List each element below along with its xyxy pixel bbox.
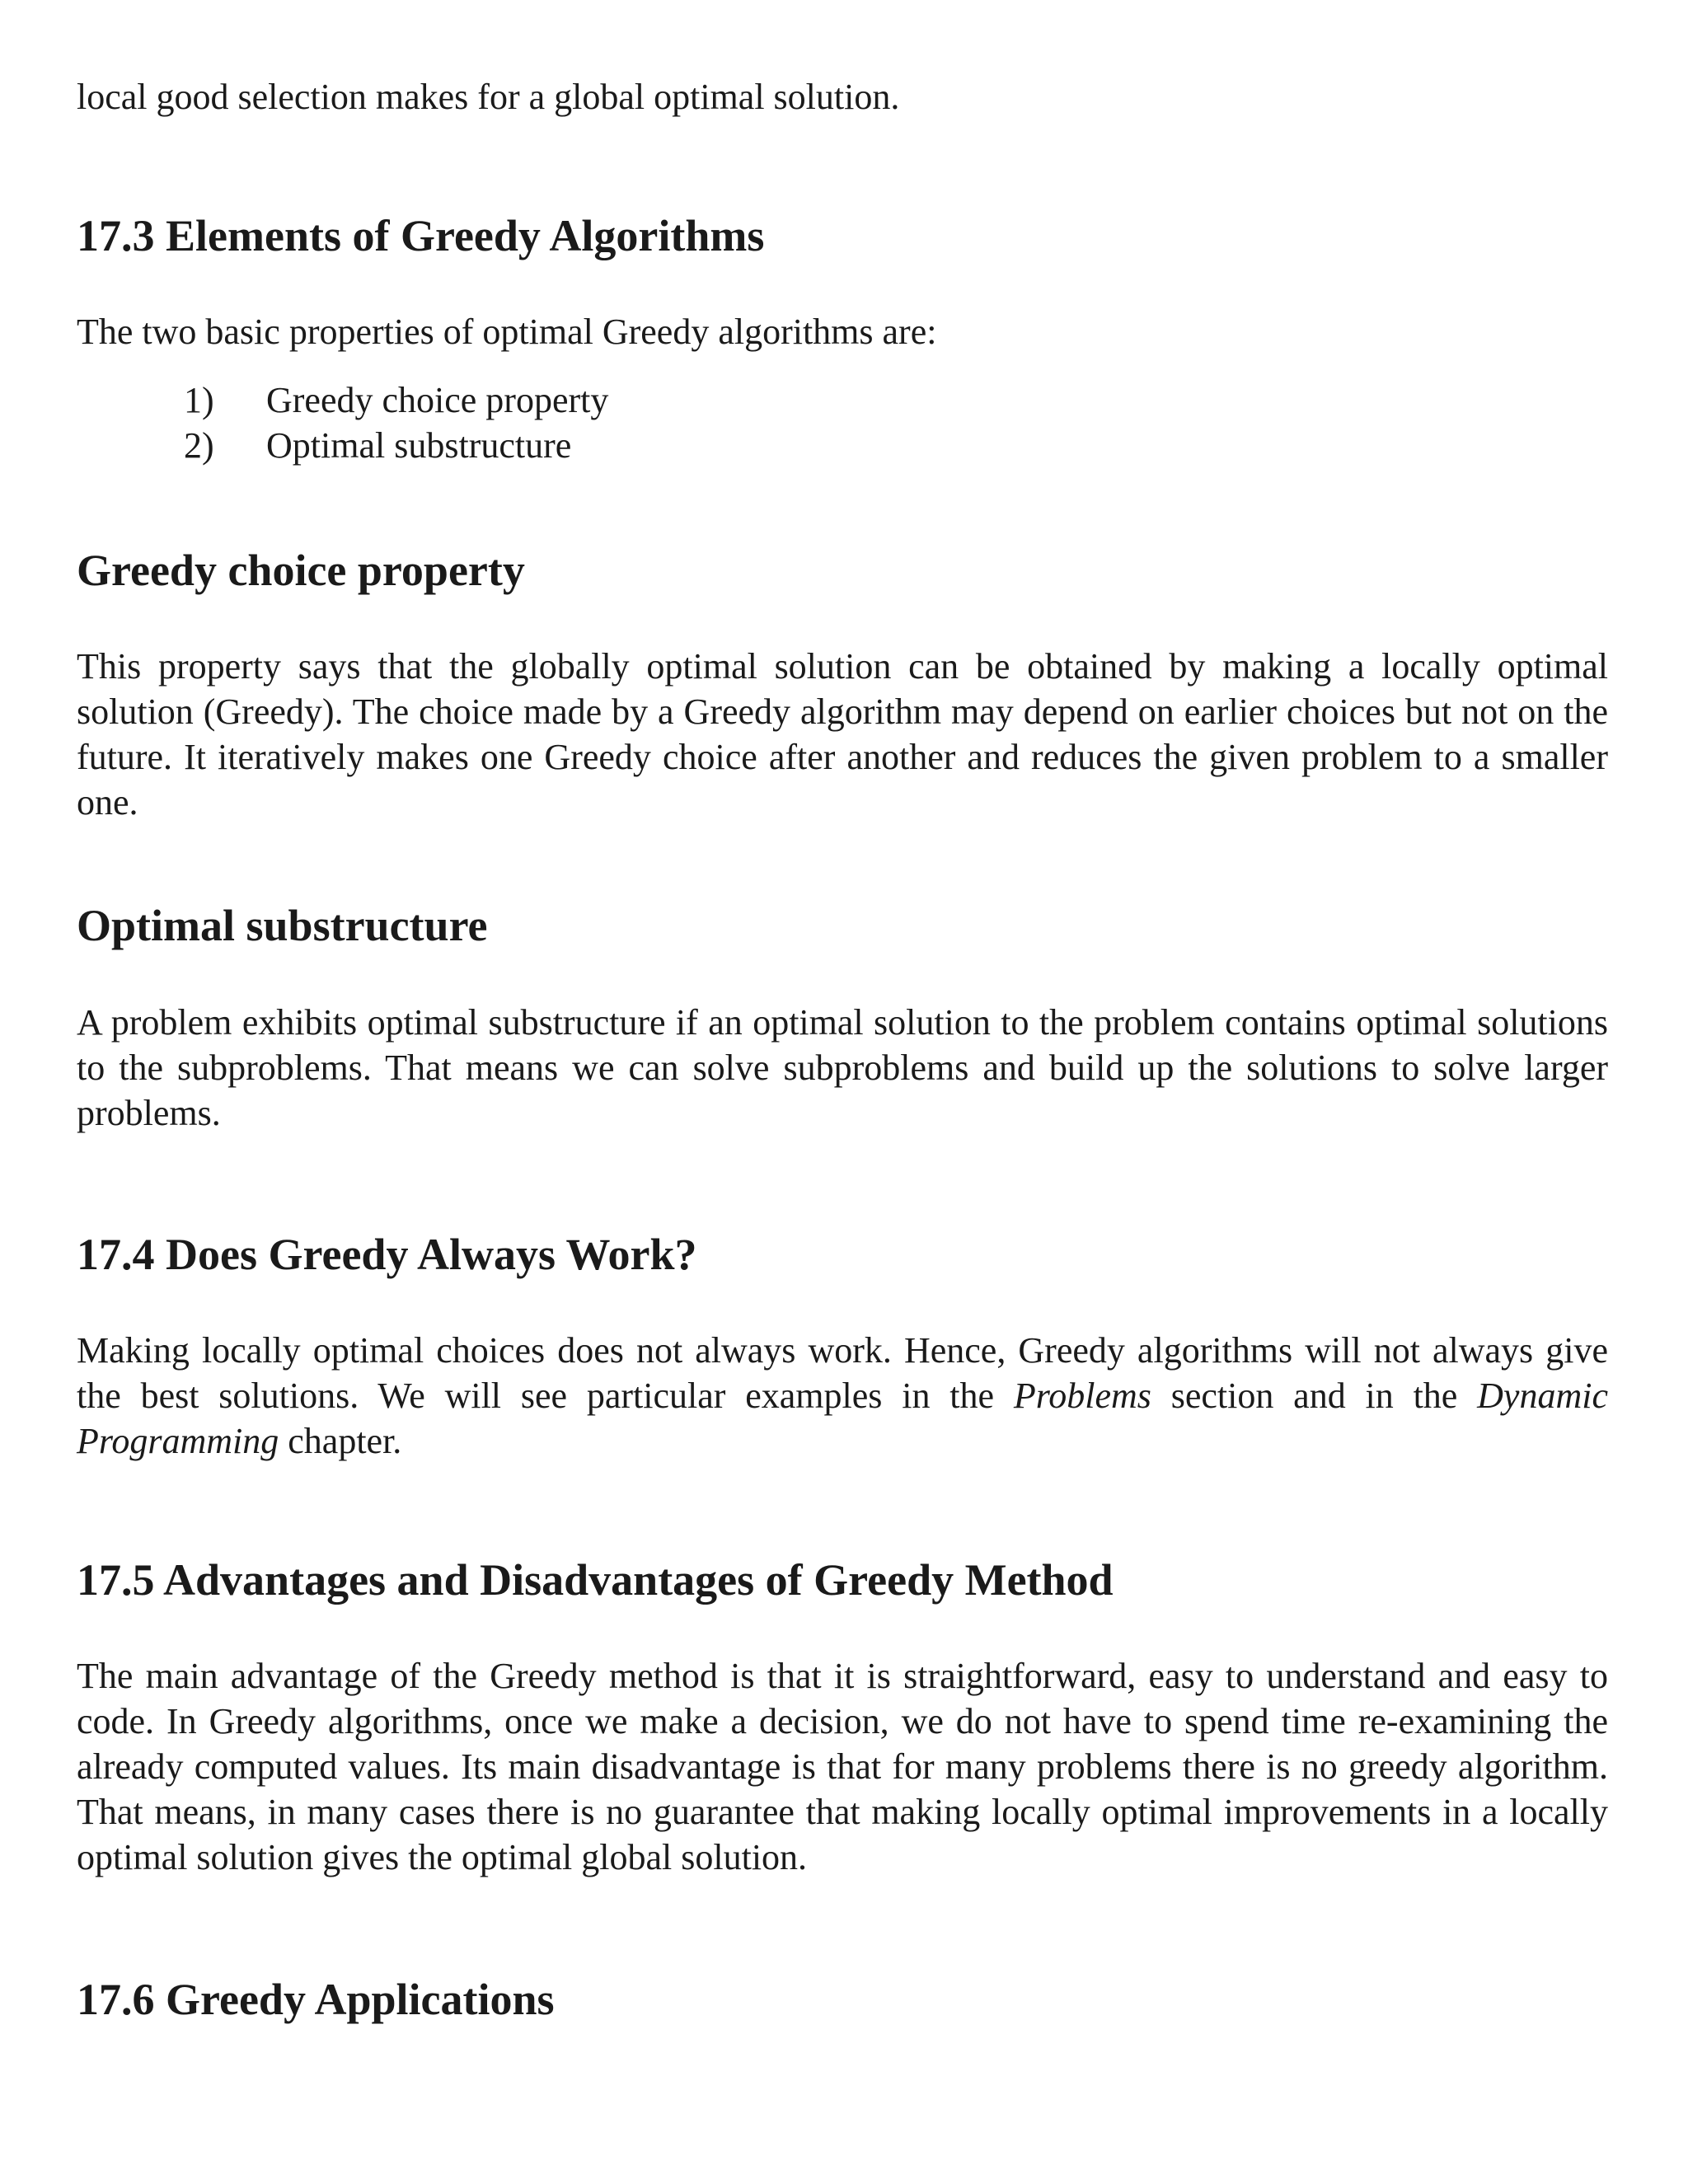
list-item	[184, 423, 608, 468]
subheading-greedy-choice: Greedy choice property	[77, 546, 525, 595]
intro-paragraph: local good selection makes for a global optimal solution.	[77, 77, 900, 117]
list-item	[184, 377, 608, 423]
dynamic-programming-emphasis: Dynamic Programming	[77, 1376, 1608, 1461]
list-item-number: 1)	[184, 380, 214, 420]
list-item-text: Greedy choice property	[266, 380, 609, 420]
problems-emphasis: Problems	[1013, 1376, 1151, 1416]
properties-intro: The two basic properties of optimal Greedy algorithms are:	[77, 312, 937, 352]
greedy-always-work-paragraph	[77, 1328, 1608, 1464]
optimal-substructure-paragraph: A problem exhibits optimal substructure if an optimal solution to the problem contains optimal solutions to the subproblems. That means we can solve subproblems and build up the solutions to solve larger problems.	[77, 1002, 1608, 1133]
list-item-number: 2)	[184, 425, 214, 466]
section-heading-17-4: 17.4 Does Greedy Always Work?	[77, 1230, 697, 1279]
list-item-text: Optimal substructure	[266, 425, 572, 466]
paragraph-text: chapter.	[279, 1421, 402, 1461]
advantages-paragraph: The main advantage of the Greedy method is that it is straightforward, easy to understand and easy to code. In Greedy algorithms, once we make a decision, we do not have to spend time re-examining the already computed values. Its main disadvantage is that for many problems there is no greedy algorithm. That means, in many cases there is no guarantee that making locally optimal improvements in a locally optimal solution gives the optimal global solution.	[77, 1656, 1608, 1877]
paragraph-text: Making locally optimal choices does not always work. Hence, Greedy algorithms will not always give the best solutions. We will see particular examples in the	[77, 1330, 1608, 1416]
properties-list	[184, 377, 608, 468]
subheading-optimal-substructure: Optimal substructure	[77, 901, 488, 950]
section-heading-17-5: 17.5 Advantages and Disadvantages of Greedy Method	[77, 1555, 1114, 1605]
section-heading-17-6: 17.6 Greedy Applications	[77, 1975, 555, 2024]
greedy-choice-paragraph: This property says that the globally optimal solution can be obtained by making a locally optimal solution (Greedy). The choice made by a Greedy algorithm may depend on earlier choices but not on the future. It iteratively makes one Greedy choice after another and reduces the given problem to a smaller one.	[77, 646, 1608, 823]
section-heading-17-3: 17.3 Elements of Greedy Algorithms	[77, 211, 765, 260]
paragraph-text: section and in the	[1151, 1376, 1478, 1416]
